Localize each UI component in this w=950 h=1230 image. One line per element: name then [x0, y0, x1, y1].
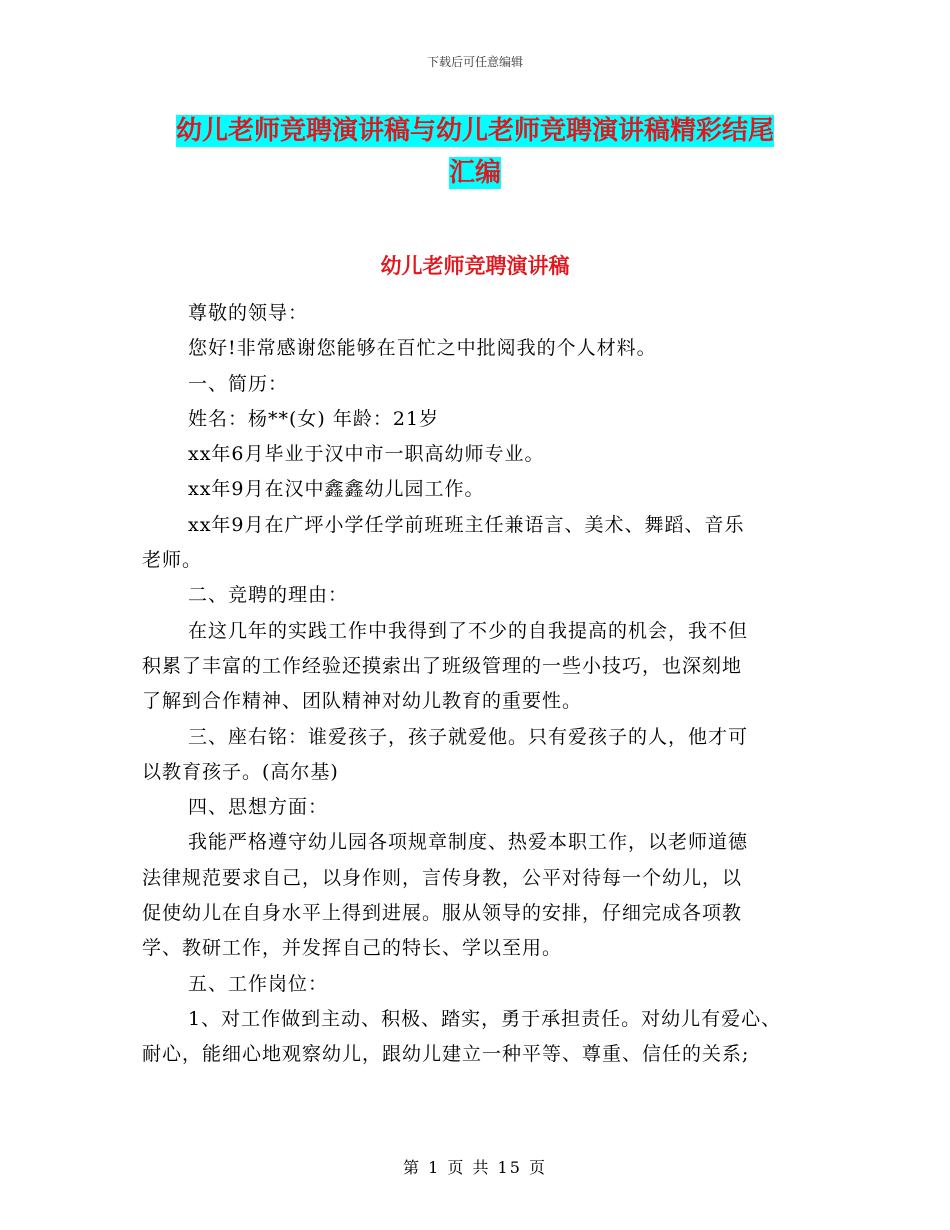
- paragraph-line: 了解到合作精神、团队精神对幼儿教育的重要性。: [142, 690, 583, 713]
- paragraph-line: 您好!非常感谢您能够在百忙之中批阅我的个人材料。: [188, 337, 657, 360]
- header-note: 下载后可任意编辑: [426, 55, 523, 69]
- paragraph-line: xx年6月毕业于汉中市一职高幼师专业。: [188, 443, 545, 466]
- paragraph-line: 以教育孩子。(高尔基): [142, 760, 339, 783]
- section-title: 幼儿老师竞聘演讲稿: [380, 254, 570, 278]
- paragraph-line: xx年9月在广坪小学任学前班班主任兼语言、美术、舞蹈、音乐: [188, 513, 745, 536]
- page-footer: 第 1 页 共 15 页: [403, 1158, 547, 1177]
- paragraph-line: 老师。: [142, 549, 203, 572]
- paragraph-line: 在这几年的实践工作中我得到了不少的自我提高的机会，我不但: [188, 619, 749, 642]
- paragraph-line: 积累了丰富的工作经验还摸索出了班级管理的一些小技巧，也深刻地: [142, 654, 743, 677]
- paragraph-line: 五、工作岗位：: [188, 972, 329, 995]
- paragraph-line: xx年9月在汉中鑫鑫幼儿园工作。: [188, 478, 485, 501]
- paragraph-line: 一、简历：: [188, 372, 289, 395]
- paragraph-line: 尊敬的领导：: [188, 302, 309, 324]
- body-text: [142, 296, 822, 1073]
- paragraph-line: 姓名：杨**(女) 年龄：21岁: [188, 407, 440, 430]
- document-title-line-1: 幼儿老师竞聘演讲稿与幼儿老师竞聘演讲稿精彩结尾: [175, 116, 774, 146]
- paragraph-line: 耐心，能细心地观察幼儿，跟幼儿建立一种平等、尊重、信任的关系;: [142, 1043, 750, 1066]
- paragraph-line: 法律规范要求自己，以身作则，言传身教，公平对待每一个幼儿，以: [142, 866, 743, 889]
- paragraph-line: 我能严格遵守幼儿园各项规章制度、热爱本职工作，以老师道德: [188, 831, 749, 854]
- paragraph-line: 二、竞聘的理由：: [188, 584, 349, 607]
- paragraph-line: 三、座右铭：谁爱孩子，孩子就爱他。只有爱孩子的人，他才可: [188, 725, 749, 748]
- paragraph-line: 学、教研工作，并发挥自己的特长、学以至用。: [142, 937, 563, 960]
- paragraph-line: 四、思想方面：: [188, 796, 329, 819]
- document-title-line-2: 汇编: [448, 158, 501, 188]
- paragraph-line: 促使幼儿在自身水平上得到进展。服从领导的安排，仔细完成各项教: [142, 902, 743, 925]
- paragraph-line: 1、对工作做到主动、积极、踏实，勇于承担责任。对幼儿有爱心、: [188, 1007, 782, 1030]
